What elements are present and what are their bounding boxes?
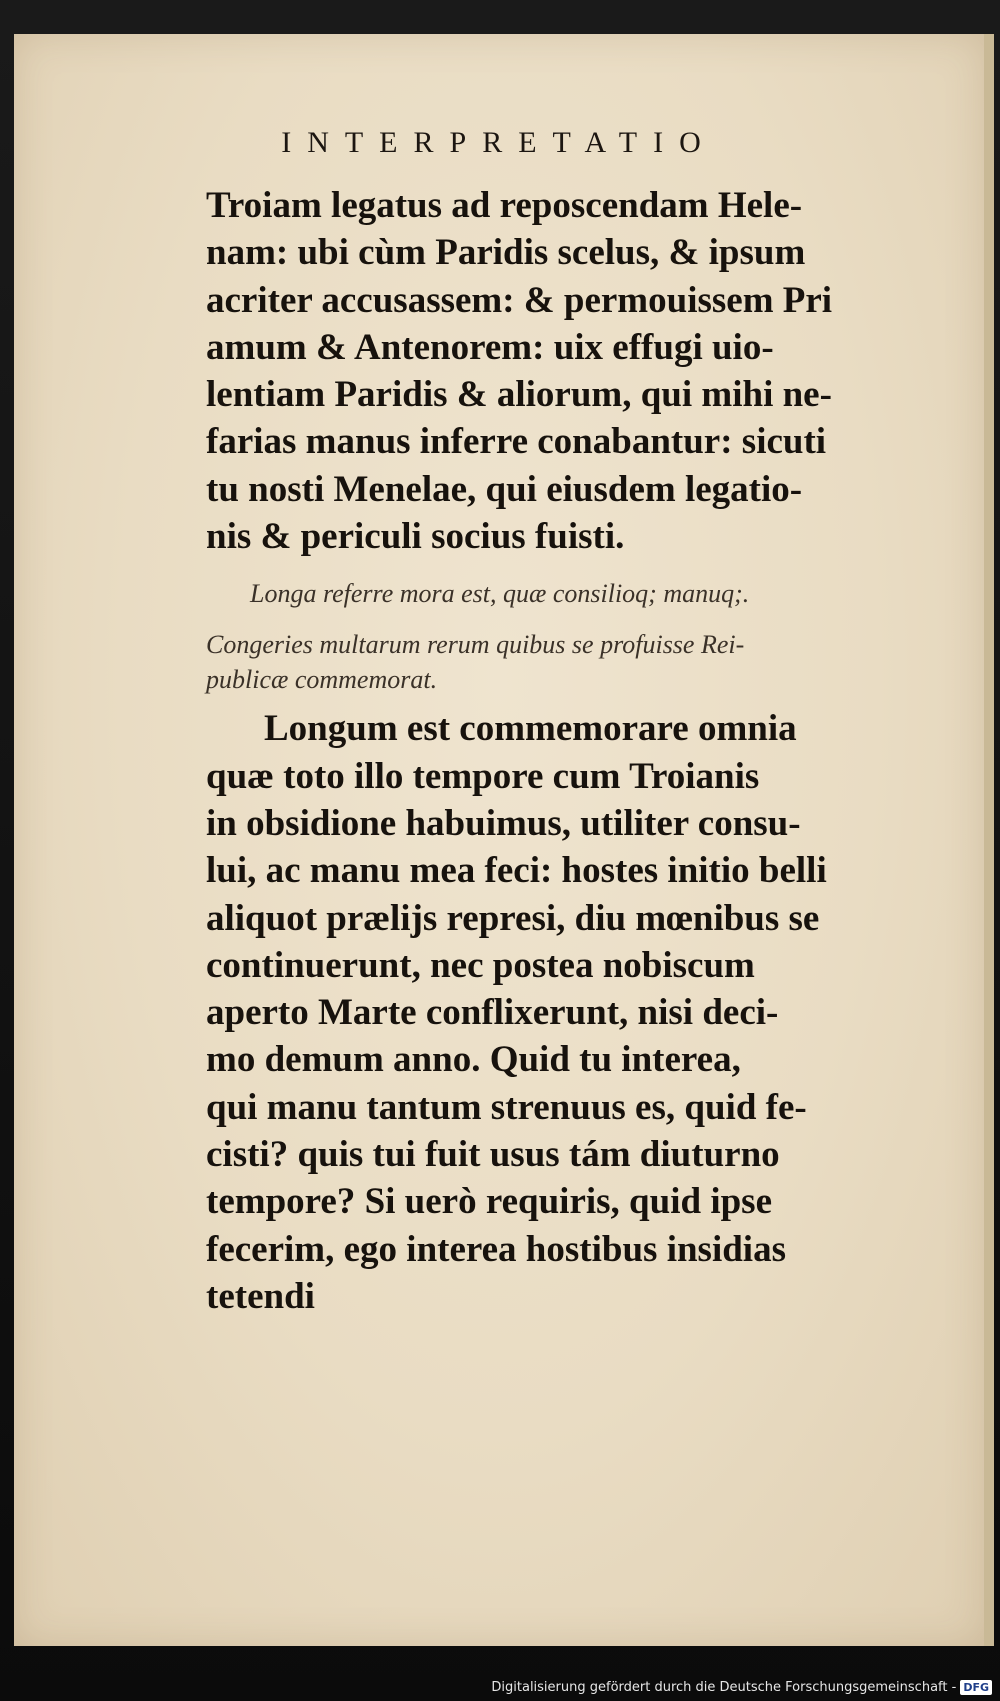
body-text: [206, 182, 941, 1320]
dfg-logo-badge: DFG: [960, 1680, 992, 1695]
text-line: quæ toto illo tempore cum Troianis: [206, 755, 760, 797]
paragraph-2: [206, 705, 941, 1273]
text-line: fecerim, ego interea hostibus insidias: [206, 1228, 786, 1270]
catchword: tetendi: [206, 1275, 315, 1317]
note-line: publicæ commemorat.: [206, 665, 438, 695]
text-line: aperto Marte conflixerunt, nisi deci-: [206, 992, 779, 1034]
text-line: nis & periculi socius fuisti.: [206, 516, 625, 558]
text-line: cisti? quis tui fuit usus tám diuturno: [206, 1134, 780, 1176]
text-line: Troiam legatus ad reposcendam Hele-: [206, 185, 803, 226]
text-line: continuerunt, nec postea nobiscum: [206, 944, 755, 986]
text-line: amum & Antenorem: uix effugi uio-: [206, 326, 774, 368]
running-head: INTERPRETATIO: [281, 126, 717, 159]
text-line: Longum est commemorare omnia: [264, 708, 797, 750]
note-line: Congeries multarum rerum quibus se profuisse Rei-: [206, 630, 745, 660]
text-line: mo demum anno. Quid tu interea,: [206, 1039, 741, 1081]
text-line: lui, ac manu mea feci: hostes initio belli: [206, 850, 827, 892]
text-line: qui manu tantum strenuus es, quid fe-: [206, 1086, 807, 1128]
marginal-note-summary: [206, 627, 941, 697]
book-page: [14, 34, 994, 1646]
marginal-note-quote: Longa referre mora est, quæ consilioq; manuq;.: [250, 579, 750, 609]
credit-text: Digitalisierung gefördert durch die Deutsche Forschungsgemeinschaft -: [491, 1680, 957, 1695]
text-line: tempore? Si uerò requiris, quid ipse: [206, 1181, 773, 1223]
text-line: acriter accusassem: & permouissem Pri: [206, 279, 833, 321]
text-line: farias manus inferre conabantur: sicuti: [206, 421, 827, 463]
text-line: in obsidione habuimus, utiliter consu-: [206, 802, 801, 844]
digitization-credit: [491, 1680, 992, 1695]
text-line: nam: ubi cùm Paridis scelus, & ipsum: [206, 232, 806, 274]
text-line: aliquot prælijs represi, diu mœnibus se: [206, 897, 820, 939]
paragraph-1: [206, 182, 941, 560]
text-line: tu nosti Menelae, qui eiusdem legatio-: [206, 468, 803, 510]
text-line: lentiam Paridis & aliorum, qui mihi ne-: [206, 374, 832, 416]
